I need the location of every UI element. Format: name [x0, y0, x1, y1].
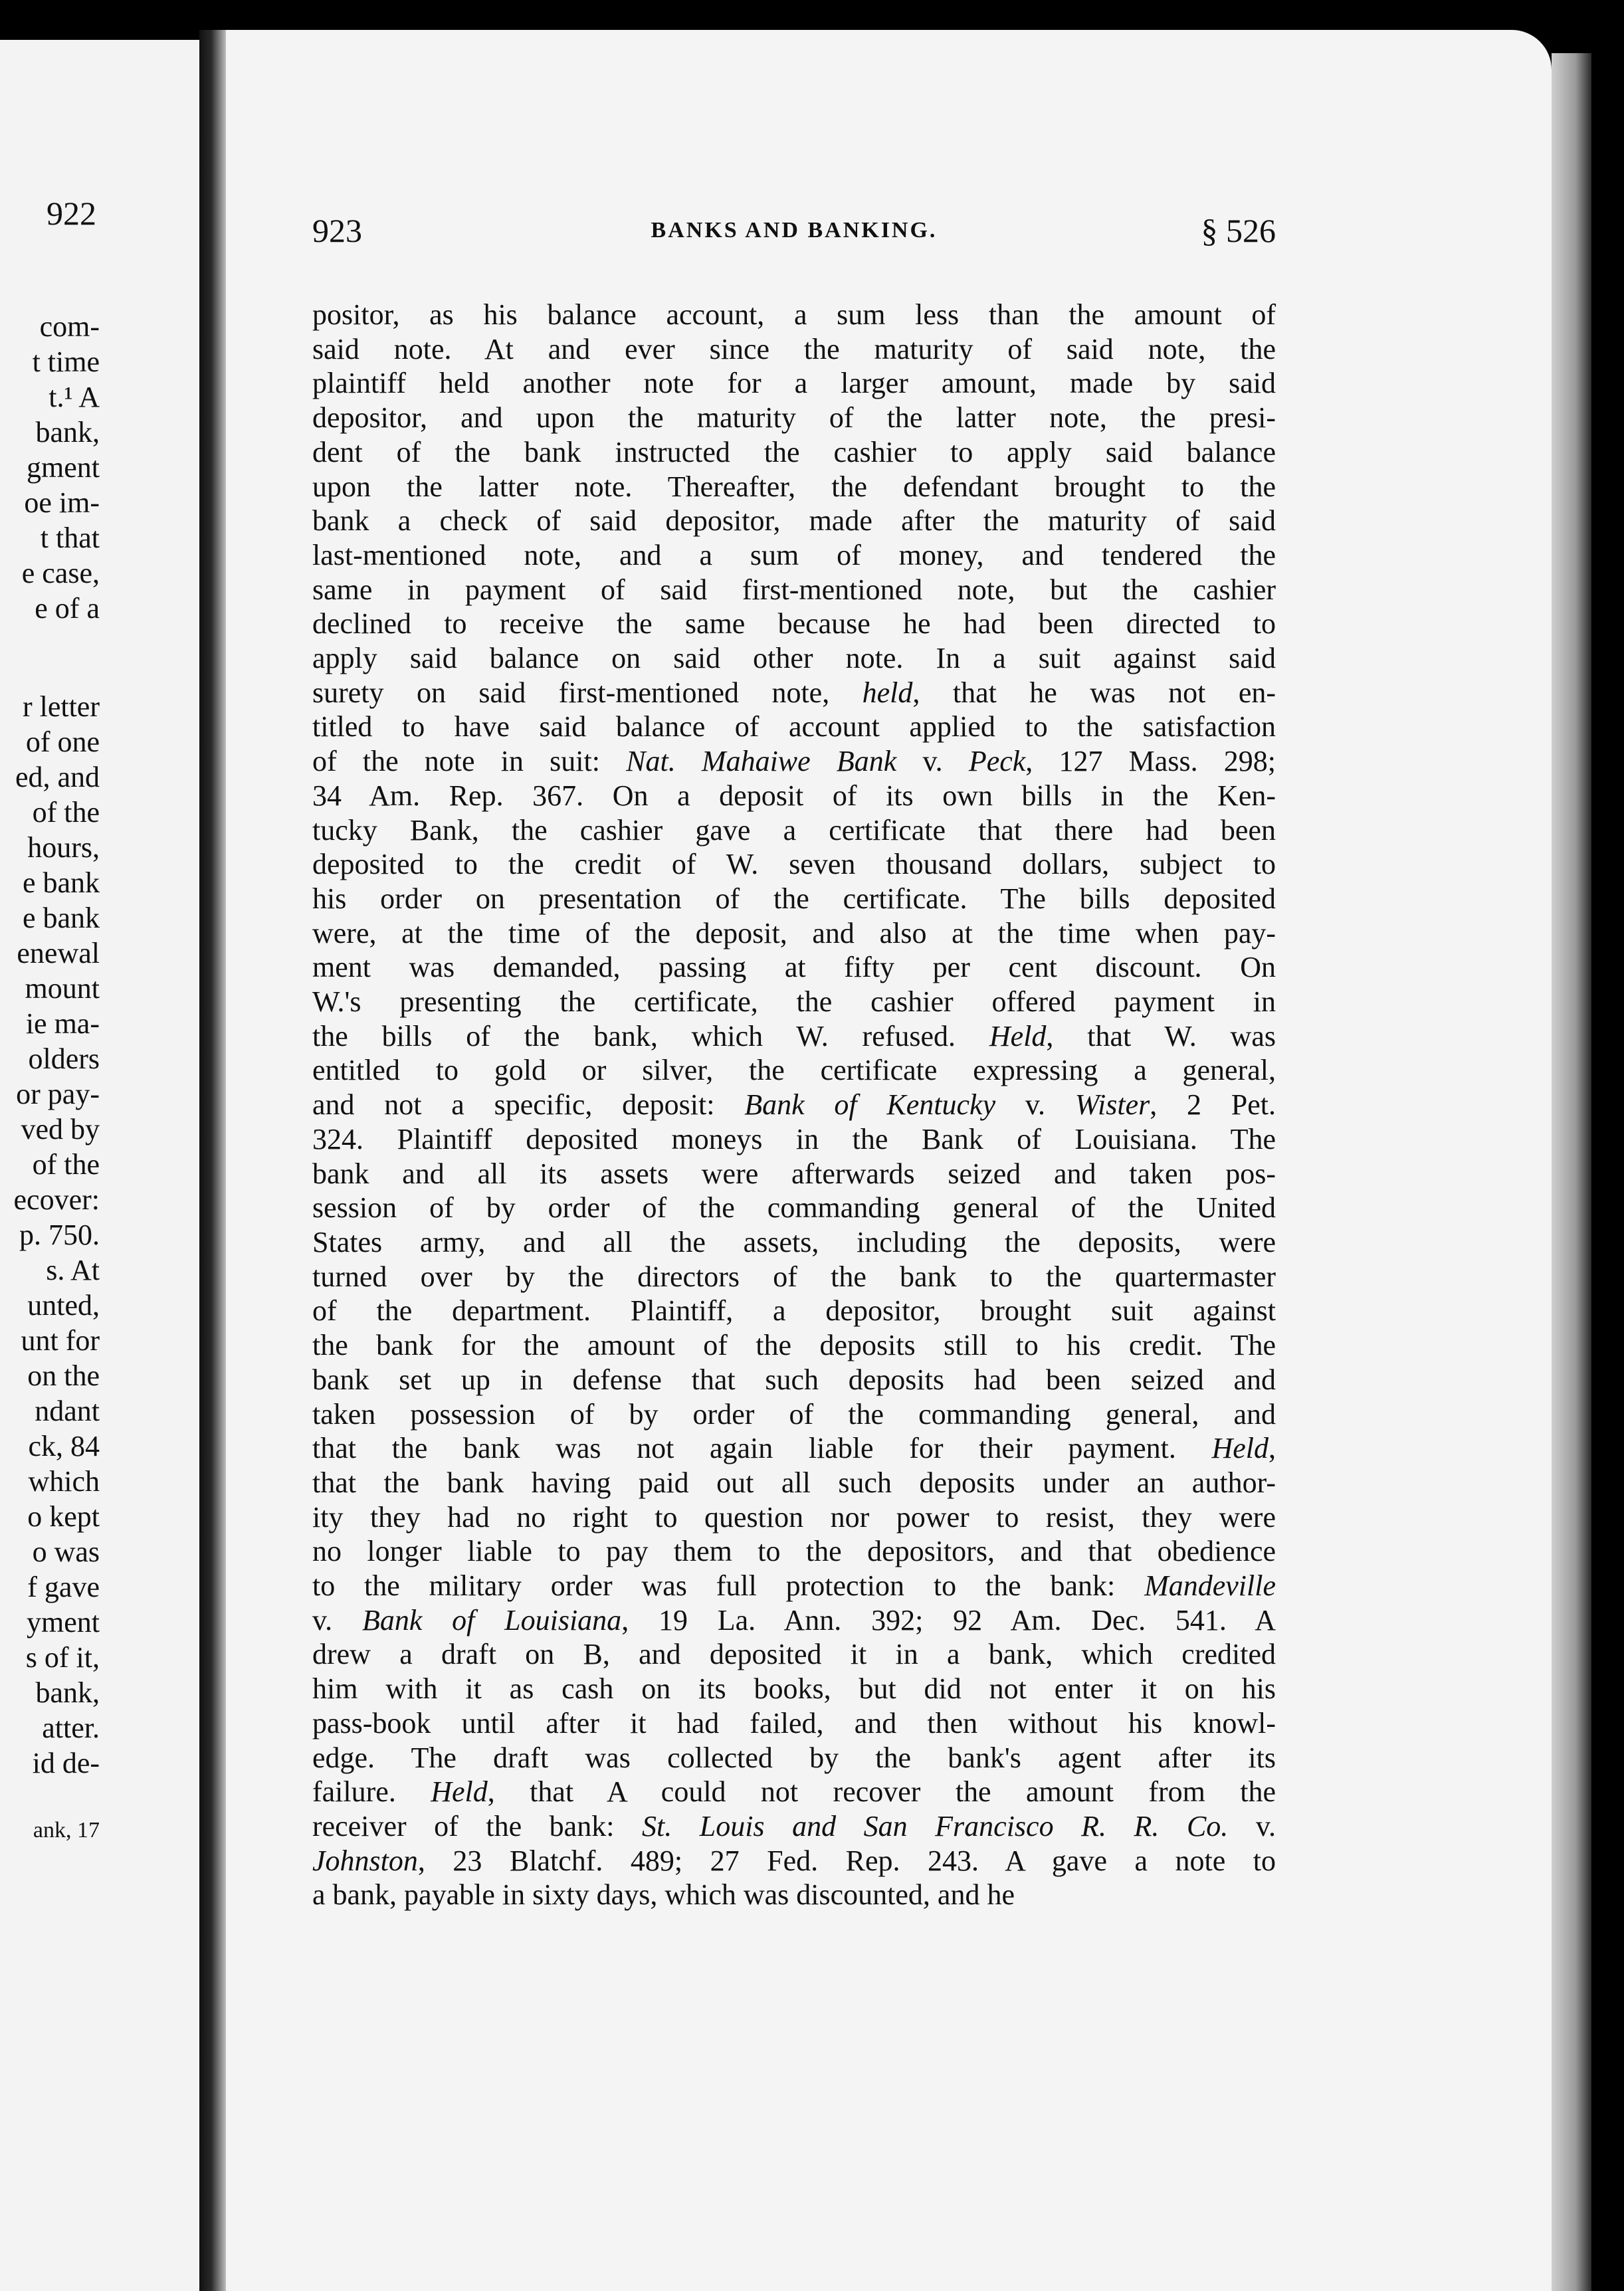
page-number: 923 — [312, 212, 362, 249]
text-line: turned over by the directors of the bank to the quartermaster — [312, 1260, 1276, 1293]
paragraph-gap — [14, 626, 100, 689]
text-line: positor, as his balance account, a sum less than the amount of — [312, 298, 1276, 331]
left-text-fragment: yment — [27, 1606, 100, 1639]
left-text-fragment: ecover: — [13, 1183, 100, 1216]
text-line: States army, and all the assets, including the deposits, were — [312, 1225, 1276, 1258]
left-text-fragment: which — [28, 1465, 100, 1498]
left-text-fragment: com- — [39, 310, 100, 343]
left-text-fragment: on the — [27, 1359, 100, 1392]
text-line: a bank, payable in sixty days, which was discounted, and he — [312, 1878, 1015, 1912]
text-line: receiver of the bank: St. Louis and San Francisco R. R. Co. v. — [312, 1809, 1276, 1843]
text-line: depositor, and upon the maturity of the latter note, the presi- — [312, 401, 1276, 435]
left-text-fragment: ed, and — [15, 761, 100, 793]
left-text-fragment: gment — [27, 451, 100, 484]
left-text-fragment: oe im- — [24, 486, 100, 519]
text-line: ity they had no right to question nor power to resist, they were — [312, 1500, 1276, 1534]
text-line: tucky Bank, the cashier gave a certificate that there had been — [312, 813, 1276, 847]
text-line: titled to have said balance of account applied to the satisfaction — [312, 710, 1276, 744]
left-text-fragment: ved by — [21, 1113, 100, 1146]
text-line: 34 Am. Rep. 367. On a deposit of its own bills in the Ken- — [312, 779, 1276, 812]
text-line: edge. The draft was collected by the bank's agent after its — [312, 1741, 1276, 1774]
left-text-fragment: enewal — [17, 937, 100, 969]
text-line: plaintiff held another note for a larger amount, made by said — [312, 367, 1276, 400]
left-text-fragment: id de- — [32, 1747, 100, 1779]
left-footnote-fragment: ank, 17 — [33, 1818, 100, 1843]
left-text-fragment: e bank — [22, 902, 100, 934]
text-line: bank set up in defense that such deposits had been seized and — [312, 1363, 1276, 1396]
left-text-fragment: ck, 84 — [28, 1430, 100, 1462]
text-line: entitled to gold or silver, the certificate expressing a general, — [312, 1054, 1276, 1087]
left-text-fragment: t that — [40, 522, 100, 554]
text-line: W.'s presenting the certificate, the cashier offered payment in — [312, 985, 1276, 1019]
text-line: him with it as cash on its books, but did not enter it on his — [312, 1672, 1276, 1706]
text-line: his order on presentation of the certificate. The bills deposited — [312, 882, 1276, 915]
left-facing-page — [0, 40, 201, 2291]
left-text-fragment: r letter — [22, 690, 100, 723]
text-line: of the note in suit: Nat. Mahaiwe Bank v. Peck, 127 Mass. 298; — [312, 745, 1276, 778]
left-text-fragment: e bank — [22, 866, 100, 899]
body-text — [312, 298, 1276, 1912]
left-text-fragment: o kept — [27, 1500, 100, 1533]
text-line: pass-book until after it had failed, and then without his knowl- — [312, 1706, 1276, 1740]
left-text-fragment: t.¹ A — [49, 381, 100, 413]
text-line: session of by order of the commanding general of the United — [312, 1191, 1276, 1225]
left-text-fragment: olders — [28, 1043, 100, 1075]
text-line: were, at the time of the deposit, and also at the time when pay- — [312, 916, 1276, 949]
text-line: same in payment of said first-mentioned note, but the cashier — [312, 573, 1276, 606]
text-line: taken possession of by order of the commanding general, and — [312, 1397, 1276, 1431]
text-line: said note. At and ever since the maturity of said note, the — [312, 332, 1276, 365]
text-line: dent of the bank instructed the cashier to apply said balance — [312, 435, 1276, 468]
left-text-fragment: unt for — [21, 1324, 100, 1357]
text-line: Johnston, 23 Blatchf. 489; 27 Fed. Rep. 243. A gave a note to — [312, 1844, 1276, 1877]
text-line: deposited to the credit of W. seven thousand dollars, subject to — [312, 848, 1276, 881]
left-text-fragment: of the — [32, 1148, 100, 1181]
section-number: § 526 — [1201, 212, 1276, 249]
text-line: the bills of the bank, which W. refused. Held, that W. was — [312, 1019, 1276, 1052]
text-line: last-mentioned note, and a sum of money, and tendered the — [312, 538, 1276, 571]
left-text-fragment: e case, — [21, 557, 100, 589]
text-line: no longer liable to pay them to the depositors, and that obedience — [312, 1535, 1276, 1568]
left-text-fragment: e of a — [35, 592, 100, 625]
left-text-fragment: unted, — [27, 1289, 100, 1322]
text-line: bank and all its assets were afterwards seized and taken pos- — [312, 1157, 1276, 1190]
left-text-fragment: or pay- — [16, 1078, 100, 1110]
left-text-fragment: of the — [32, 796, 100, 829]
left-text-fragment: s of it, — [25, 1641, 100, 1674]
text-line: surety on said first-mentioned note, held, that he was not en- — [312, 676, 1276, 709]
running-title: BANKS AND BANKING. — [651, 218, 938, 243]
text-line: declined to receive the same because he had been directed to — [312, 607, 1276, 641]
left-text-fragment: ie ma- — [25, 1007, 100, 1040]
text-line: and not a specific, deposit: Bank of Kentucky v. Wister, 2 Pet. — [312, 1088, 1276, 1122]
text-line: that the bank was not again liable for their payment. Held, — [312, 1432, 1276, 1465]
left-text-fragment: atter. — [42, 1712, 100, 1744]
left-text-fragment: s. At — [46, 1254, 100, 1286]
text-line: ment was demanded, passing at fifty per cent discount. On — [312, 951, 1276, 984]
left-text-fragment: bank, — [35, 416, 100, 448]
left-text-fragment: bank, — [35, 1676, 100, 1709]
text-line: to the military order was full protection to the bank: Mandeville — [312, 1569, 1276, 1603]
book-gutter — [199, 30, 226, 2291]
text-line: bank a check of said depositor, made after the maturity of said — [312, 504, 1276, 538]
text-line: failure. Held, that A could not recover the amount from the — [312, 1775, 1276, 1809]
text-line: v. Bank of Louisiana, 19 La. Ann. 392; 92 Am. Dec. 541. A — [312, 1603, 1276, 1637]
left-text-fragment: mount — [25, 972, 100, 1005]
left-text-fragment: t time — [32, 346, 100, 378]
left-text-fragment: ndant — [35, 1395, 100, 1427]
left-text-fragment: p. 750. — [19, 1219, 100, 1251]
page-header — [312, 211, 1276, 258]
page-edge-shadow — [1552, 53, 1591, 2291]
left-text-fragment: o was — [32, 1536, 100, 1568]
left-text-fragment: of one — [25, 726, 100, 758]
left-page-number: 922 — [47, 195, 96, 232]
text-line: drew a draft on B, and deposited it in a bank, which credited — [312, 1638, 1276, 1671]
text-line: 324. Plaintiff deposited moneys in the Bank of Louisiana. The — [312, 1122, 1276, 1155]
left-text-fragment: f gave — [27, 1571, 100, 1603]
left-text-fragment: hours, — [27, 831, 100, 864]
text-line: apply said balance on said other note. In a suit against said — [312, 642, 1276, 675]
text-line: upon the latter note. Thereafter, the defendant brought to the — [312, 470, 1276, 503]
text-line: of the department. Plaintiff, a depositor, brought suit against — [312, 1294, 1276, 1328]
left-page-text-fragments — [14, 309, 100, 1848]
text-line: the bank for the amount of the deposits still to his credit. The — [312, 1329, 1276, 1362]
text-line: that the bank having paid out all such deposits under an author- — [312, 1466, 1276, 1499]
